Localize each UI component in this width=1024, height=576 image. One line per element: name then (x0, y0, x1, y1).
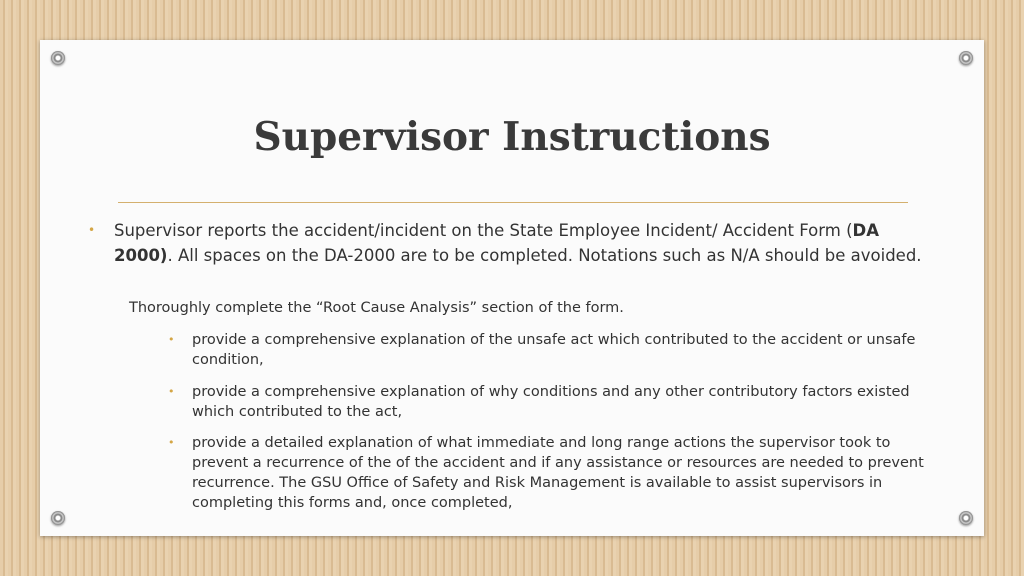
bullet-icon: • (168, 385, 175, 398)
sub-bullet-text: provide a comprehensive explanation of the unsafe act which contributed to the accident or unsafe condition, (192, 332, 916, 368)
bullet-icon: • (168, 436, 175, 449)
instruction-text: Thoroughly complete the “Root Cause Analysis” section of the form. (129, 300, 624, 316)
main-bullet-form-name: DA 2000) (114, 221, 879, 265)
sub-bullet (168, 330, 937, 370)
slide-content (40, 40, 984, 536)
sub-bullet (168, 433, 937, 513)
sub-bullet-text: provide a detailed explanation of what immediate and long range actions the supervisor took to prevent a recurrence of the of the accident and if any assistance or resources are needed to prevent recurrence. The GSU Office of Safety and Risk Management is available to assist supervisors in completing this forms and, once completed, (192, 435, 924, 511)
sub-bullet-text: provide a comprehensive explanation of why conditions and any other contributory factors existed which contributed to the act, (192, 384, 910, 420)
slide-title: Supervisor Instructions (253, 114, 771, 160)
main-bullet-text-before: Supervisor reports the accident/incident on the State Employee Incident/ Accident Form ( (114, 221, 853, 240)
sub-bullet (168, 382, 937, 422)
bullet-icon: • (168, 333, 175, 346)
slide-panel (40, 40, 984, 536)
main-bullet-text-after: . All spaces on the DA-2000 are to be completed. Notations such as N/A should be avoided. (167, 246, 922, 265)
bullet-icon: • (88, 223, 96, 237)
main-bullet (88, 218, 934, 268)
